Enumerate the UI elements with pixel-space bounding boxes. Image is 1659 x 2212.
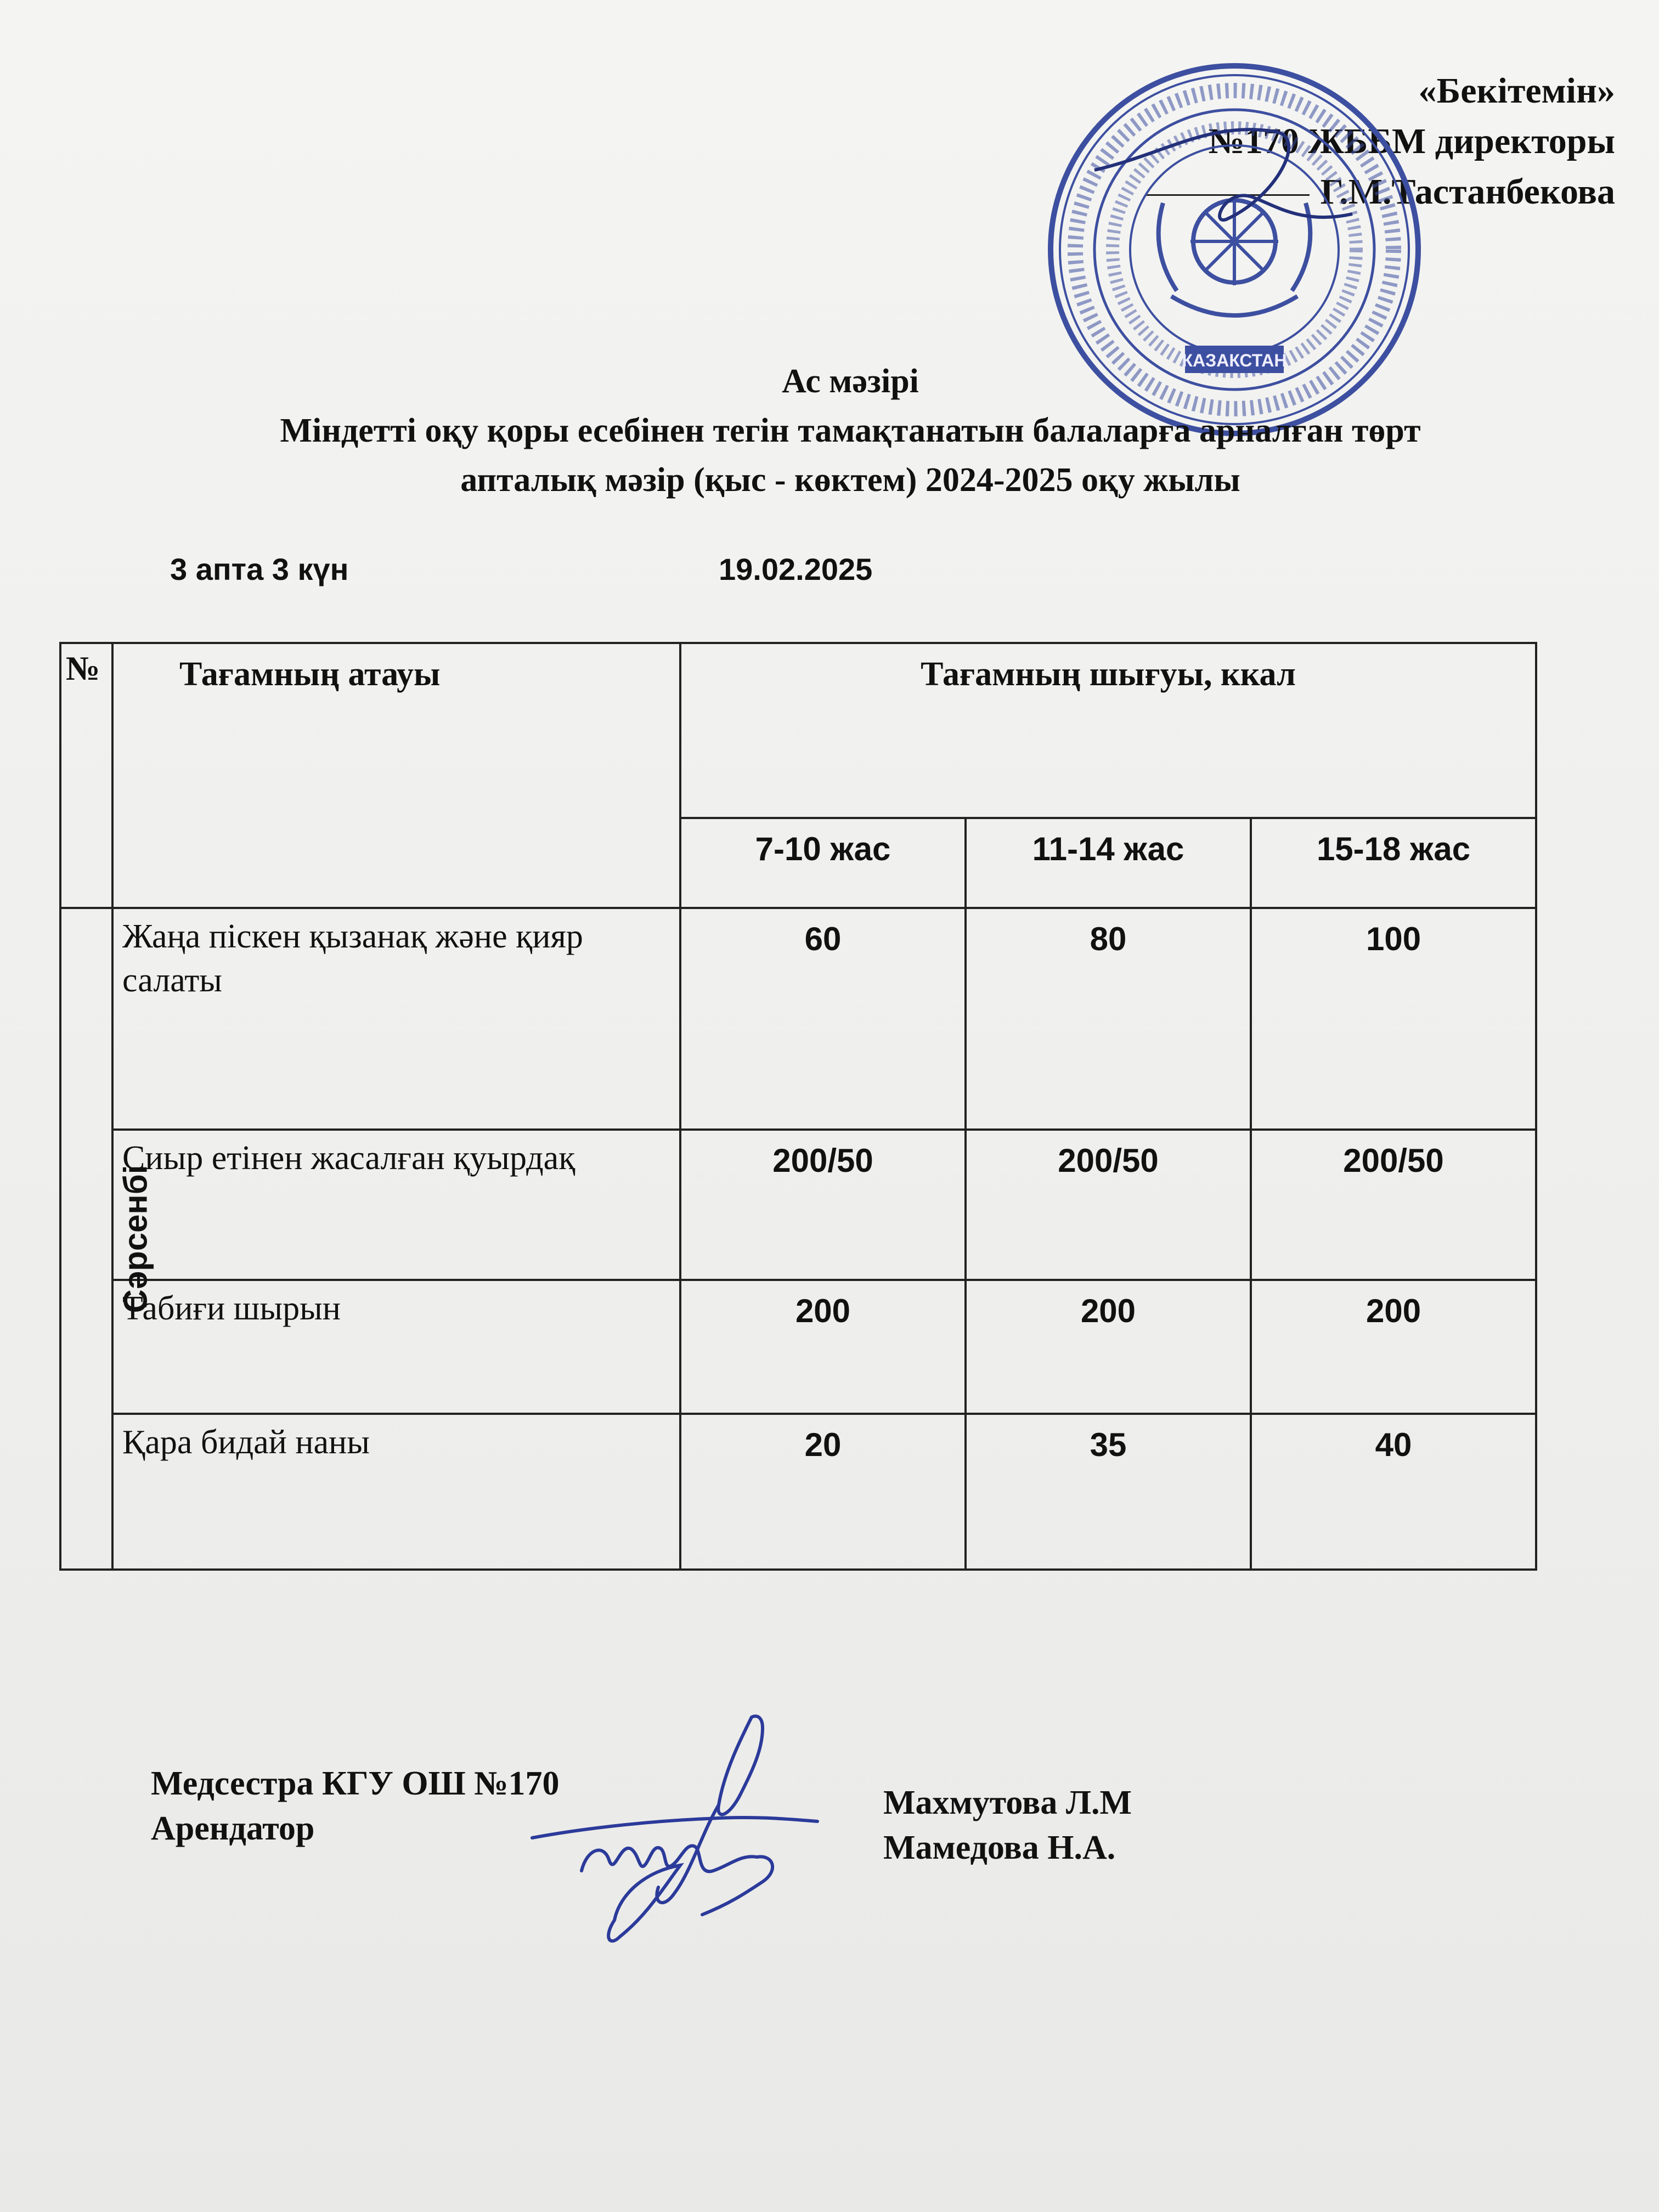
- dish-value-7-10: 200: [680, 1280, 966, 1414]
- dish-value-15-18: 200/50: [1251, 1130, 1536, 1280]
- stamp-emblem-base: [1171, 296, 1297, 315]
- dish-name: Сиыр етінен жасалған қуырдақ: [112, 1130, 680, 1280]
- age-group-7-10: 7-10 жас: [680, 818, 966, 908]
- signature-stroke-3: [532, 1818, 817, 1838]
- approval-director-name: Г.М.Тастанбекова: [1320, 172, 1615, 212]
- age-group-15-18: 15-18 жас: [1251, 818, 1536, 908]
- age-group-11-14: 11-14 жас: [966, 818, 1251, 908]
- document-title: Ас мәзірі: [782, 363, 919, 400]
- approval-title: «Бекітемін»: [1418, 71, 1615, 111]
- dish-value-15-18: 200: [1251, 1280, 1536, 1414]
- table-row: [60, 908, 1536, 1130]
- handwritten-signature-icon: [521, 1706, 850, 1964]
- dish-value-11-14: 200/50: [966, 1130, 1251, 1280]
- signature-stroke-6: [608, 1865, 680, 1941]
- menu-date: 19.02.2025: [719, 552, 873, 586]
- dish-value-11-14: 35: [966, 1414, 1251, 1570]
- dish-value-7-10: 20: [680, 1414, 966, 1570]
- dish-name: Табиғи шырын: [112, 1280, 680, 1414]
- dish-value-15-18: 100: [1251, 908, 1536, 1130]
- table-row: [60, 1280, 1536, 1414]
- tenant-title: Арендатор: [151, 1810, 315, 1847]
- dish-value-15-18: 40: [1251, 1414, 1536, 1570]
- dish-value-7-10: 60: [680, 908, 966, 1130]
- stamp-emblem-rays: [1190, 198, 1278, 285]
- dish-value-11-14: 80: [966, 908, 1251, 1130]
- approval-position: №170 ЖББМ директоры: [1208, 121, 1615, 161]
- table-header-row: [60, 643, 1536, 818]
- signature-stroke-1: [718, 1716, 763, 1814]
- document-subtitle-line1: Міндетті оқу қоры есебінен тегін тамақтанатын балаларға арналған төрт: [280, 412, 1421, 449]
- footer-right-block: [883, 1780, 1132, 1870]
- weekday-cell: [60, 908, 154, 1570]
- document-subtitle-line2: апталық мәзір (қыс - көктем) 2024-2025 оқу жылы: [460, 461, 1240, 499]
- stamp-country-text: КАЗАКСТАН: [1182, 351, 1287, 370]
- header-dish-name: Тағамның атауы: [112, 643, 680, 908]
- header-output: Тағамның шығуы, ккал: [680, 643, 1536, 818]
- nurse-name: Махмутова Л.М: [883, 1784, 1132, 1821]
- week-day-label: 3 апта 3 күн: [170, 552, 349, 586]
- footer-left-block: [151, 1761, 560, 1851]
- menu-table: [59, 642, 1537, 1571]
- weekday-label: Сәрсенбі: [117, 1164, 154, 1313]
- table-row: [60, 1414, 1536, 1570]
- dish-name: Жаңа піскен қызанақ және қияр салаты: [112, 908, 680, 1130]
- tenant-name: Мамедова Н.А.: [883, 1829, 1116, 1866]
- nurse-title: Медсестра КГУ ОШ №170: [151, 1765, 560, 1802]
- table-row: [60, 1130, 1536, 1280]
- signature-stroke-5: [702, 1857, 772, 1915]
- dish-value-11-14: 200: [966, 1280, 1251, 1414]
- header-number: №: [60, 643, 112, 908]
- dish-name: Қара бидай наны: [112, 1414, 680, 1570]
- director-signature-icon: [1094, 129, 1352, 220]
- dish-value-7-10: 200/50: [680, 1130, 966, 1280]
